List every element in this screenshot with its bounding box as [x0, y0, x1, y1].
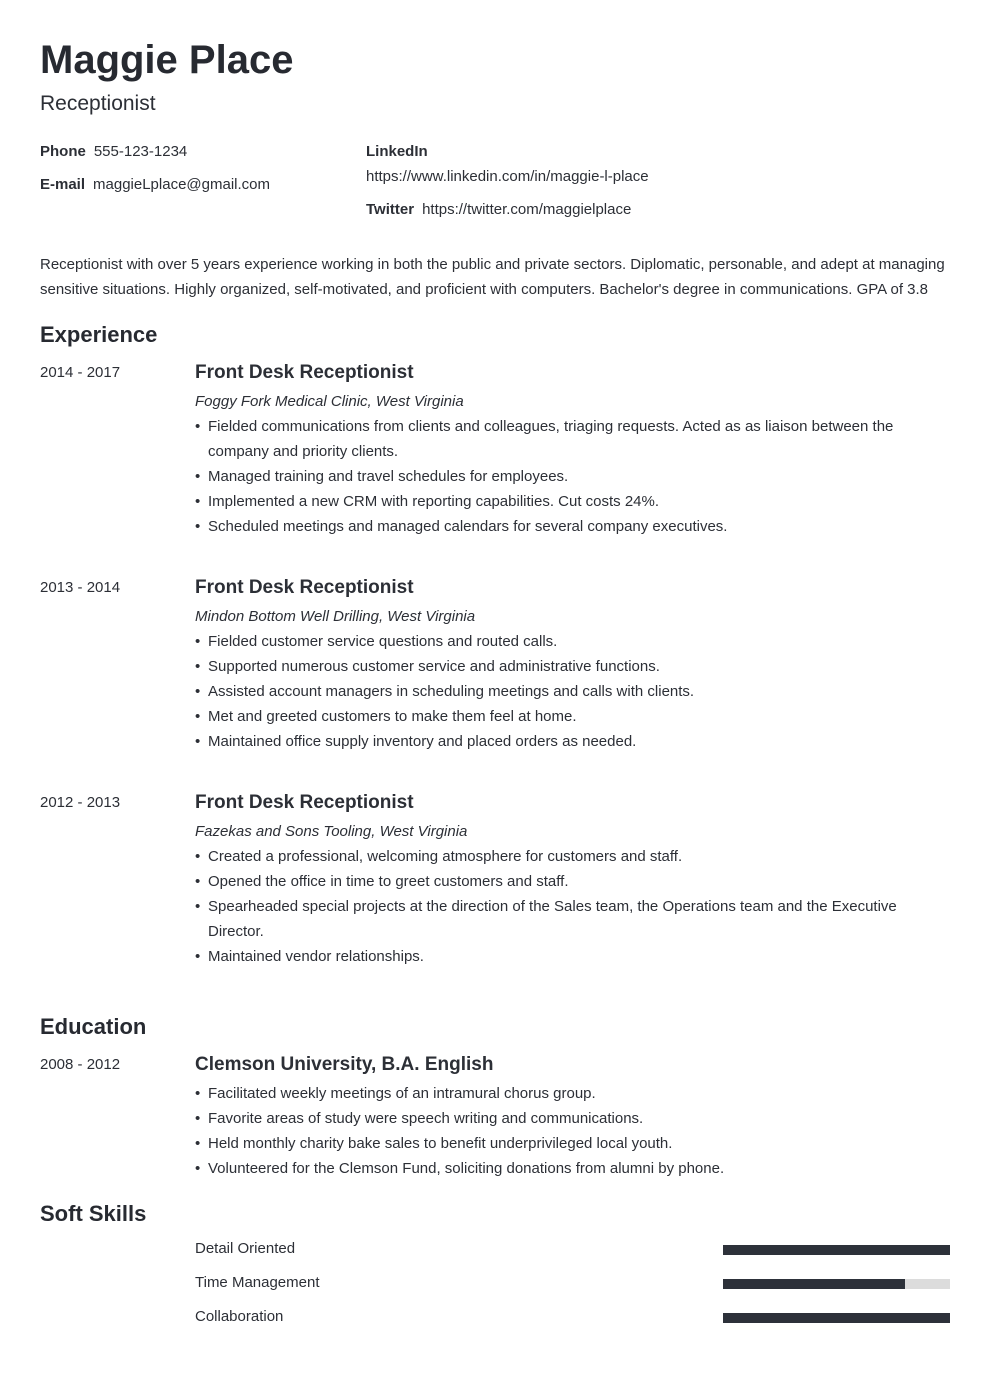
email-value[interactable]: maggieLplace@gmail.com [93, 176, 270, 193]
contact-linkedin [366, 167, 649, 187]
soft-skills-heading: Soft Skills [40, 1201, 147, 1226]
phone-value: 555-123-1234 [93, 143, 188, 160]
list-item: • Supported numerous customer service and administrative functions. [195, 654, 900, 679]
list-item: • Maintained office supply inventory and placed orders as needed. [195, 729, 900, 754]
linkedin-value[interactable]: https://www.linkedin.com/in/maggie-l-place [366, 168, 649, 185]
contact-linkedin-label [366, 142, 436, 162]
email-label: E-mail [40, 176, 86, 193]
list-item: • Implemented a new CRM with reporting capabilities. Cut costs 24%. [195, 489, 900, 514]
skill-level-fill [723, 1245, 950, 1255]
list-item: • Maintained vendor relationships. [195, 944, 900, 969]
skill-row [195, 1238, 950, 1260]
entry-title: Clemson University, B.A. English [195, 1054, 494, 1075]
entry-title: Front Desk Receptionist [195, 362, 414, 383]
entry-bullets [195, 844, 900, 969]
skill-level-bar [723, 1279, 950, 1289]
list-item: • Assisted account managers in scheduling meetings and calls with clients. [195, 679, 900, 704]
phone-label: Phone [40, 143, 86, 160]
skill-row [195, 1272, 950, 1294]
contact-phone [40, 142, 187, 162]
skill-name: Detail Oriented [195, 1240, 296, 1257]
entry-dates: 2008 - 2012 [40, 1056, 121, 1073]
skill-row [195, 1306, 950, 1328]
entry-dates: 2012 - 2013 [40, 794, 121, 811]
list-item: • Fielded customer service questions and routed calls. [195, 629, 900, 654]
list-item: • Managed training and travel schedules for employees. [195, 464, 900, 489]
entry-bullets [195, 629, 900, 754]
list-item: • Held monthly charity bake sales to benefit underprivileged local youth. [195, 1131, 900, 1156]
entry-bullets [195, 1081, 900, 1181]
twitter-value[interactable]: https://twitter.com/maggielplace [422, 201, 632, 218]
list-item: • Created a professional, welcoming atmosphere for customers and staff. [195, 844, 900, 869]
list-item: • Fielded communications from clients and colleagues, triaging requests. Acted as as liaison between the company and priority clients. [195, 414, 900, 464]
candidate-name: Maggie Place [40, 38, 294, 82]
entry-dates: 2013 - 2014 [40, 579, 121, 596]
entry-bullets [195, 414, 900, 539]
entry-dates: 2014 - 2017 [40, 364, 121, 381]
entry-company: Foggy Fork Medical Clinic, West Virginia [195, 393, 464, 410]
skill-level-fill [723, 1313, 950, 1323]
entry-title: Front Desk Receptionist [195, 792, 414, 813]
summary-text: Receptionist with over 5 years experience working in both the public and private sectors. Diplomatic, personable, and adept at managing sensitive situations. Highly organized, self-motivated, and proficient with computers. Bachelor's degree in communications. GPA of 3.8 [40, 256, 945, 298]
skill-level-fill [723, 1279, 905, 1289]
list-item: • Facilitated weekly meetings of an intramural chorus group. [195, 1081, 900, 1106]
skill-level-bar [723, 1245, 950, 1255]
list-item: • Opened the office in time to greet customers and staff. [195, 869, 900, 894]
skill-name: Time Management [195, 1274, 320, 1291]
list-item: • Volunteered for the Clemson Fund, soliciting donations from alumni by phone. [195, 1156, 900, 1181]
entry-company: Mindon Bottom Well Drilling, West Virginia [195, 608, 476, 625]
entry-company: Fazekas and Sons Tooling, West Virginia [195, 823, 468, 840]
skill-name: Collaboration [195, 1308, 284, 1325]
list-item: • Spearheaded special projects at the direction of the Sales team, the Operations team and the Executive Director. [195, 894, 900, 944]
experience-heading: Experience [40, 322, 158, 347]
contact-email [40, 175, 270, 195]
list-item: • Favorite areas of study were speech writing and communications. [195, 1106, 900, 1131]
candidate-role: Receptionist [40, 92, 156, 115]
twitter-label: Twitter [366, 201, 415, 218]
list-item: • Met and greeted customers to make them feel at home. [195, 704, 900, 729]
contact-twitter [366, 200, 631, 220]
skill-level-bar [723, 1313, 950, 1323]
list-item: • Scheduled meetings and managed calendars for several company executives. [195, 514, 900, 539]
entry-title: Front Desk Receptionist [195, 577, 414, 598]
education-heading: Education [40, 1014, 147, 1039]
linkedin-label: LinkedIn [366, 143, 428, 160]
